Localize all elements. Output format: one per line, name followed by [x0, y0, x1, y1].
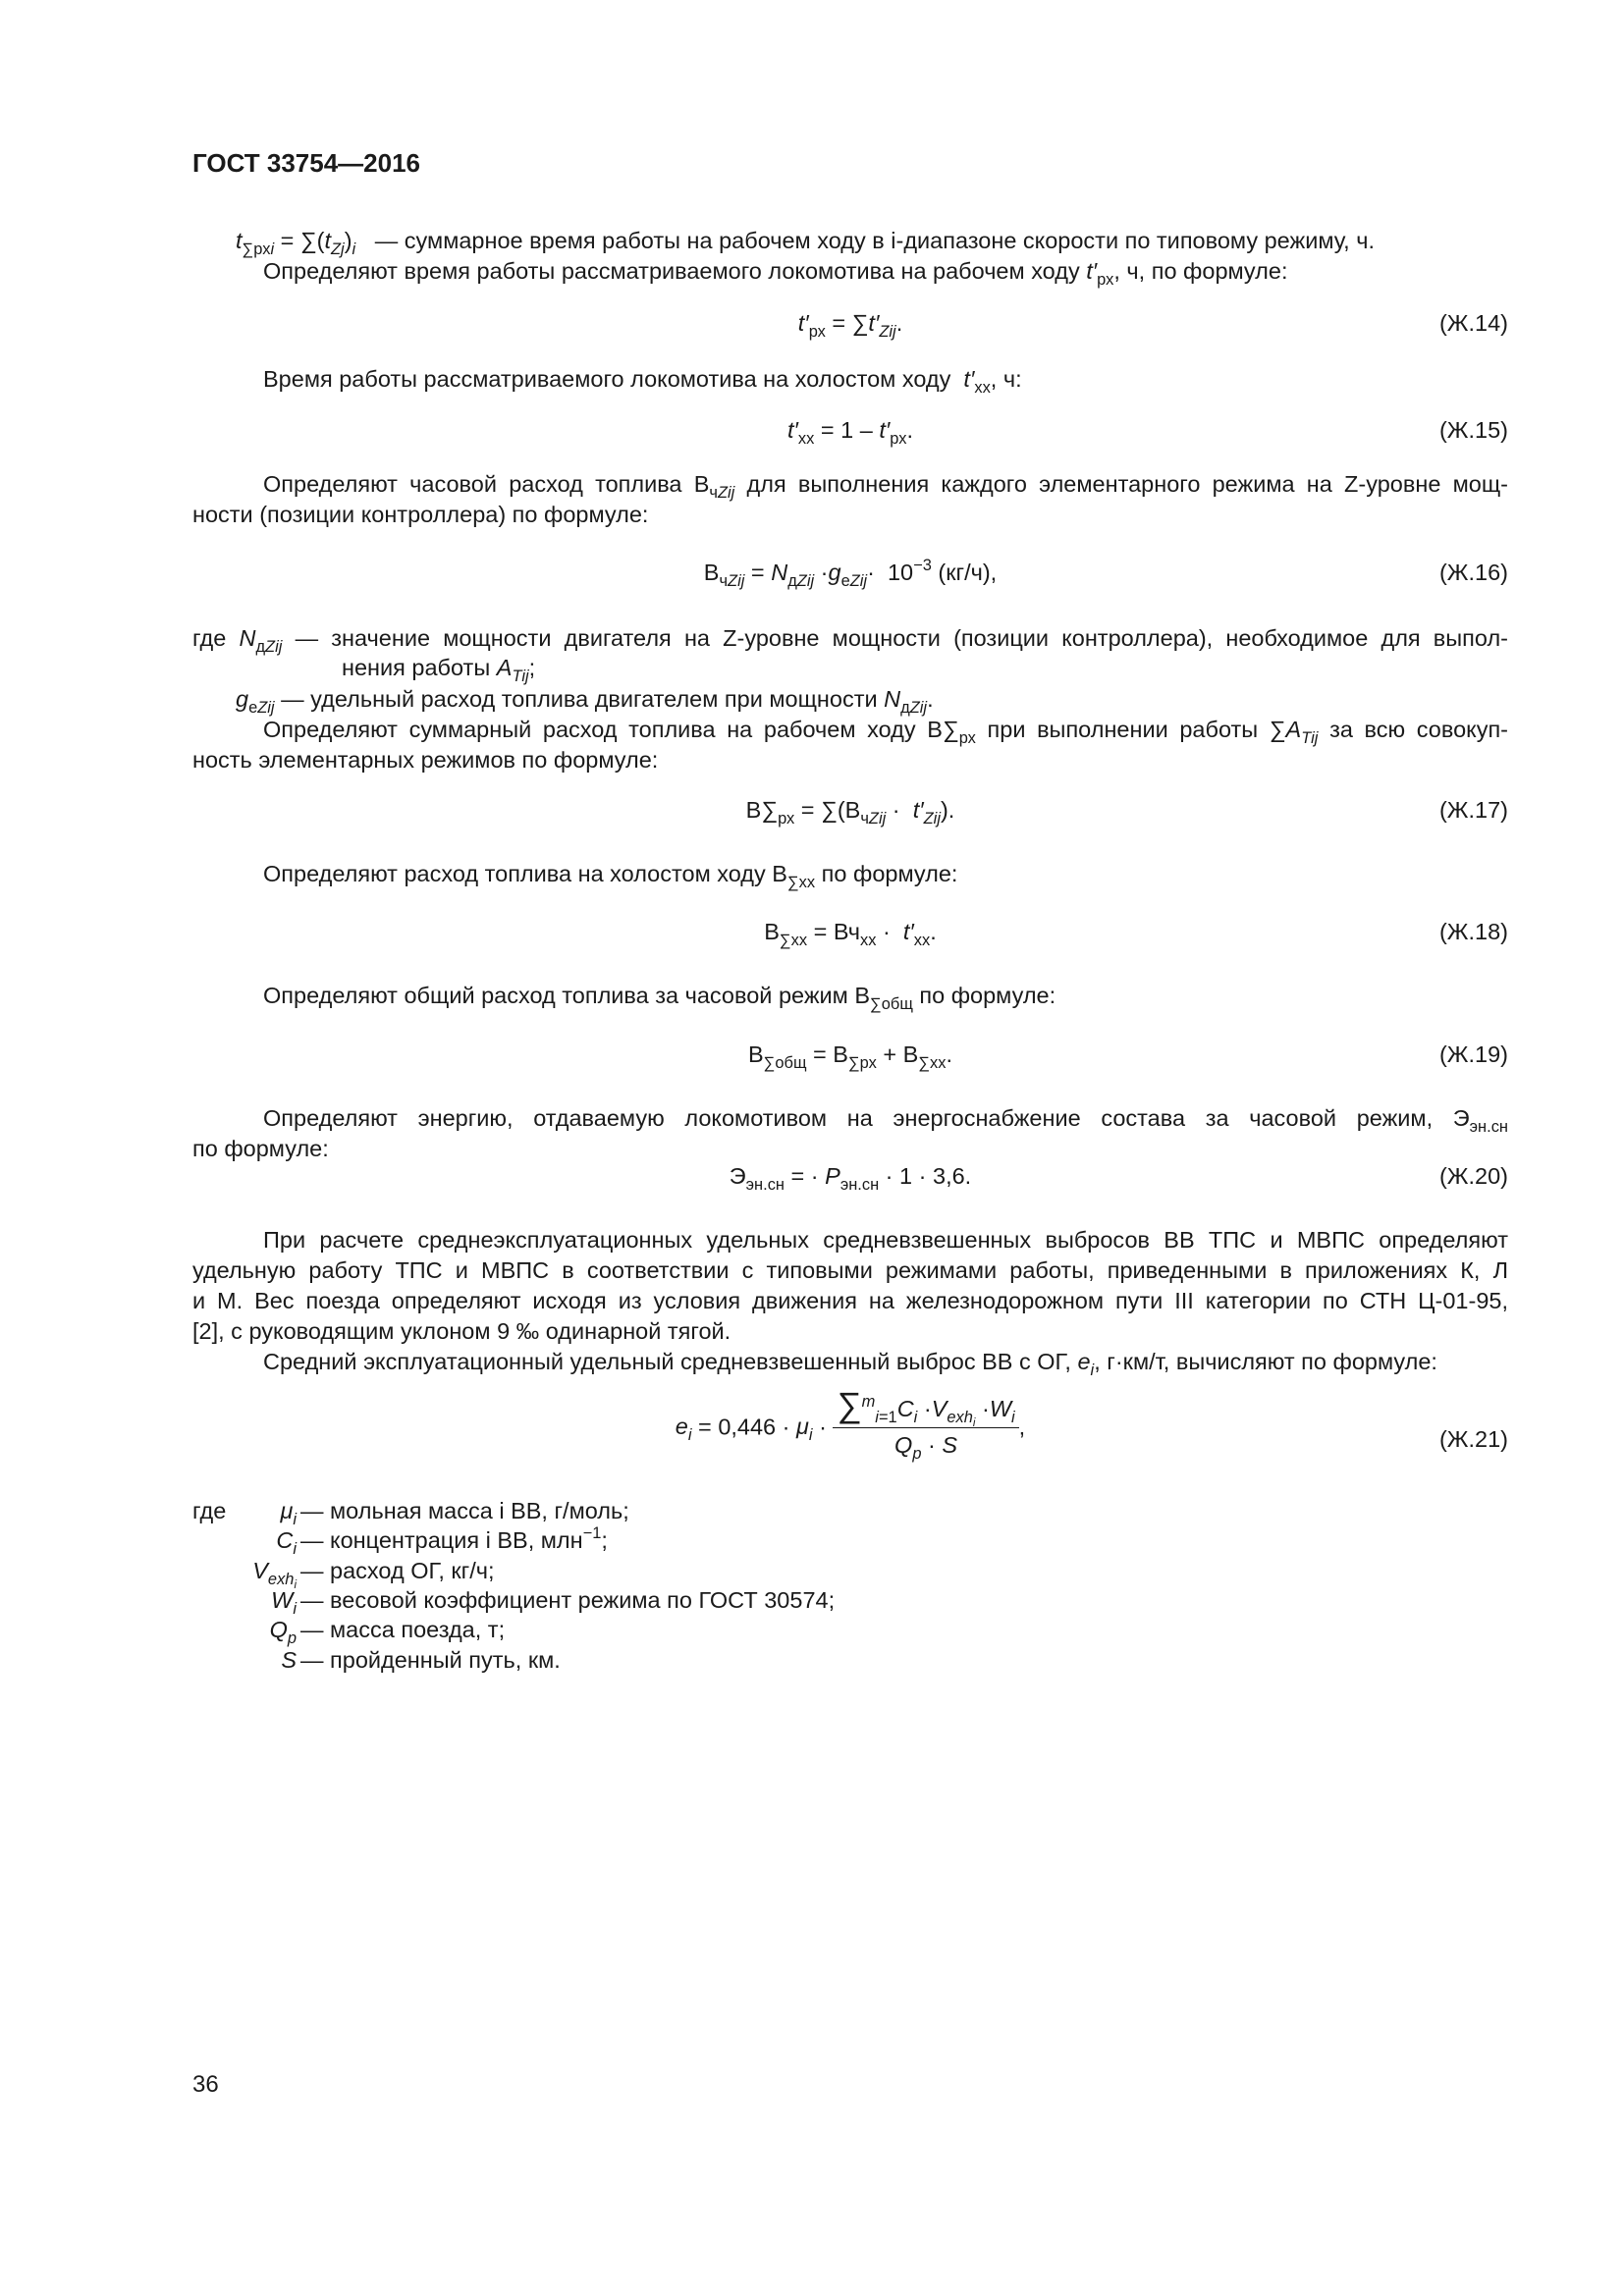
- equation-16-number: (Ж.16): [1438, 560, 1508, 585]
- equation-20-number: (Ж.20): [1438, 1163, 1508, 1189]
- term-w: $W_i$: [271, 1587, 297, 1618]
- equation-14-formula: $t'_{рх} = \sum t'_{Zij}$.: [797, 310, 903, 341]
- desc-w: — весовой коэффициент режима по ГОСТ 30574;: [300, 1587, 836, 1613]
- where-1-line-1: где $N_{дZij}$ — значение мощности двигателя на Z-уровне мощности (позиции контроллера), необходимое для выпол-: [192, 625, 1508, 656]
- desc-mu: — мольная масса i ВВ, г/моль;: [300, 1498, 629, 1523]
- paragraph-8-line-3: и М. Вес поезда определяют исходя из условия движения на железнодорожном пути III категории по СТН Ц-01-95,: [192, 1288, 1508, 1313]
- definition-top: [236, 227, 1551, 258]
- paragraph-3-line-1: Определяют часовой расход топлива $В_{чZij}$ для выполнения каждого элементарного режима на Z-уровне мощ-: [263, 471, 1508, 502]
- definition-text: — суммарное время работы на рабочем ходу в i-диапазоне скорости по типовому режиму, ч.: [374, 228, 1375, 253]
- paragraph-4-line-2: ность элементарных режимов по формуле:: [192, 747, 659, 773]
- paragraph-1: Определяют время работы рассматриваемого локомотива на рабочем ходу $t'_{рх}$, ч, по формуле:: [263, 258, 1288, 289]
- paragraph-7-line-2: по формуле:: [192, 1136, 329, 1161]
- equation-19: [192, 1041, 1508, 1081]
- equation-15: [192, 417, 1508, 456]
- paragraph-7-line-1: Определяют энергию, отдаваемую локомотивом на энергоснабжение состава за часовой режим, $Э_{эн.сн}$: [263, 1105, 1508, 1136]
- paragraph-4-line-1: Определяют суммарный расход топлива на рабочем ходу $В\sum_{рх}$ при выполнении работы $\sum A_{Tij}$ за всю совокуп-: [263, 717, 1508, 747]
- where-2-lead: где: [192, 1498, 227, 1523]
- desc-q: — масса поезда, т;: [300, 1617, 506, 1642]
- term-q: $Q_p$: [269, 1617, 297, 1647]
- where-1-line-2: нения работы $A_{Tij}$;: [342, 655, 536, 685]
- equation-15-number: (Ж.15): [1438, 417, 1508, 443]
- equation-16-formula: $В_{чZij} = N_{дZij} \cdot g_{eZij}\cdot 10^{-3}$ (кг/ч),: [703, 557, 998, 590]
- equation-18-number: (Ж.18): [1438, 919, 1508, 944]
- term-mu: $\mu_i$: [280, 1498, 297, 1528]
- equation-21-formula: $e_i = 0,446 \cdot \mu_i$ · $\frac{\sum^m_{i=1}C_i \cdot V_{exh_i} \cdot W_i}{Q_p \cdot S}$ ,: [675, 1386, 1026, 1463]
- equation-17-number: (Ж.17): [1438, 797, 1508, 823]
- paragraph-8-line-2: удельную работу ТПС и МВПС в соответствии с типовыми режимами работы, приведенными в приложениях К, Л: [192, 1257, 1508, 1283]
- equation-21-number: (Ж.21): [1438, 1426, 1508, 1452]
- equation-15-formula: $t'_{хх} = 1 - t'_{рх}$.: [786, 417, 913, 448]
- equation-20-formula: $Э_{эн.сн}$ = · $P_{эн.сн} \cdot 1 \cdot 3,6$.: [729, 1163, 972, 1194]
- page-number: 36: [192, 2071, 219, 2098]
- equation-14: [192, 310, 1508, 349]
- equation-14-number: (Ж.14): [1438, 310, 1508, 336]
- equation-17-formula: $В\sum_{рх} = \sum(В_{чZij} \cdot t'_{Zij})$.: [745, 797, 955, 828]
- equation-17: [192, 797, 1508, 836]
- paragraph-8-line-4: [2], с руководящим уклоном 9 ‰ одинарной тягой.: [192, 1318, 731, 1344]
- term-s: S: [281, 1647, 297, 1673]
- paragraph-3-line-2: ности (позиции контроллера) по формуле:: [192, 502, 649, 527]
- desc-c: — концентрация i ВВ, млн$^{-1}$;: [300, 1524, 608, 1553]
- paragraph-8-line-1: При расчете среднеэксплуатационных удельных средневзвешенных выбросов ВВ ТПС и МВПС определяют: [263, 1227, 1508, 1253]
- desc-v: — расход ОГ, кг/ч;: [300, 1558, 495, 1583]
- definition-symbol: $t_{\sum рхi} = \sum(t_{Zj})_i$: [236, 228, 356, 258]
- paragraph-2: Время работы рассматриваемого локомотива на холостом ходу $t'_{хх}$, ч:: [263, 366, 1022, 397]
- desc-s: — пройденный путь, км.: [300, 1647, 561, 1673]
- equation-18-formula: $В_{\sum хх} = Вч_{хх} \cdot t'_{хх}$.: [764, 919, 937, 949]
- equation-19-formula: $В_{\sum общ} = В_{\sum рх} + В_{\sum хх}$.: [747, 1041, 953, 1072]
- equation-18: [192, 919, 1508, 958]
- term-c: $C_i$: [276, 1527, 297, 1558]
- equation-20: [192, 1163, 1508, 1202]
- equation-19-number: (Ж.19): [1438, 1041, 1508, 1067]
- equation-16: [192, 557, 1508, 599]
- term-v: $V_{exh_i}$: [252, 1558, 297, 1591]
- paragraph-6: Определяют общий расход топлива за часовой режим $В_{\sum общ}$ по формуле:: [263, 983, 1056, 1013]
- where-1-line-3: $g_{eZij}$ — удельный расход топлива двигателем при мощности $N_{дZij}$.: [236, 686, 934, 717]
- paragraph-9: Средний эксплуатационный удельный средневзвешенный выброс ВВ с ОГ, $e_i$, г·км/т, вычисляют по формуле:: [263, 1349, 1437, 1379]
- paragraph-5: Определяют расход топлива на холостом ходу $В_{\sum хх}$ по формуле:: [263, 861, 958, 891]
- document-header: ГОСТ 33754—2016: [192, 148, 420, 178]
- equation-21-fraction: $\frac{\sum^m_{i=1}C_i \cdot V_{exh_i} \cdot W_i}{Q_p \cdot S}$: [833, 1396, 1018, 1459]
- equation-21: [192, 1386, 1508, 1494]
